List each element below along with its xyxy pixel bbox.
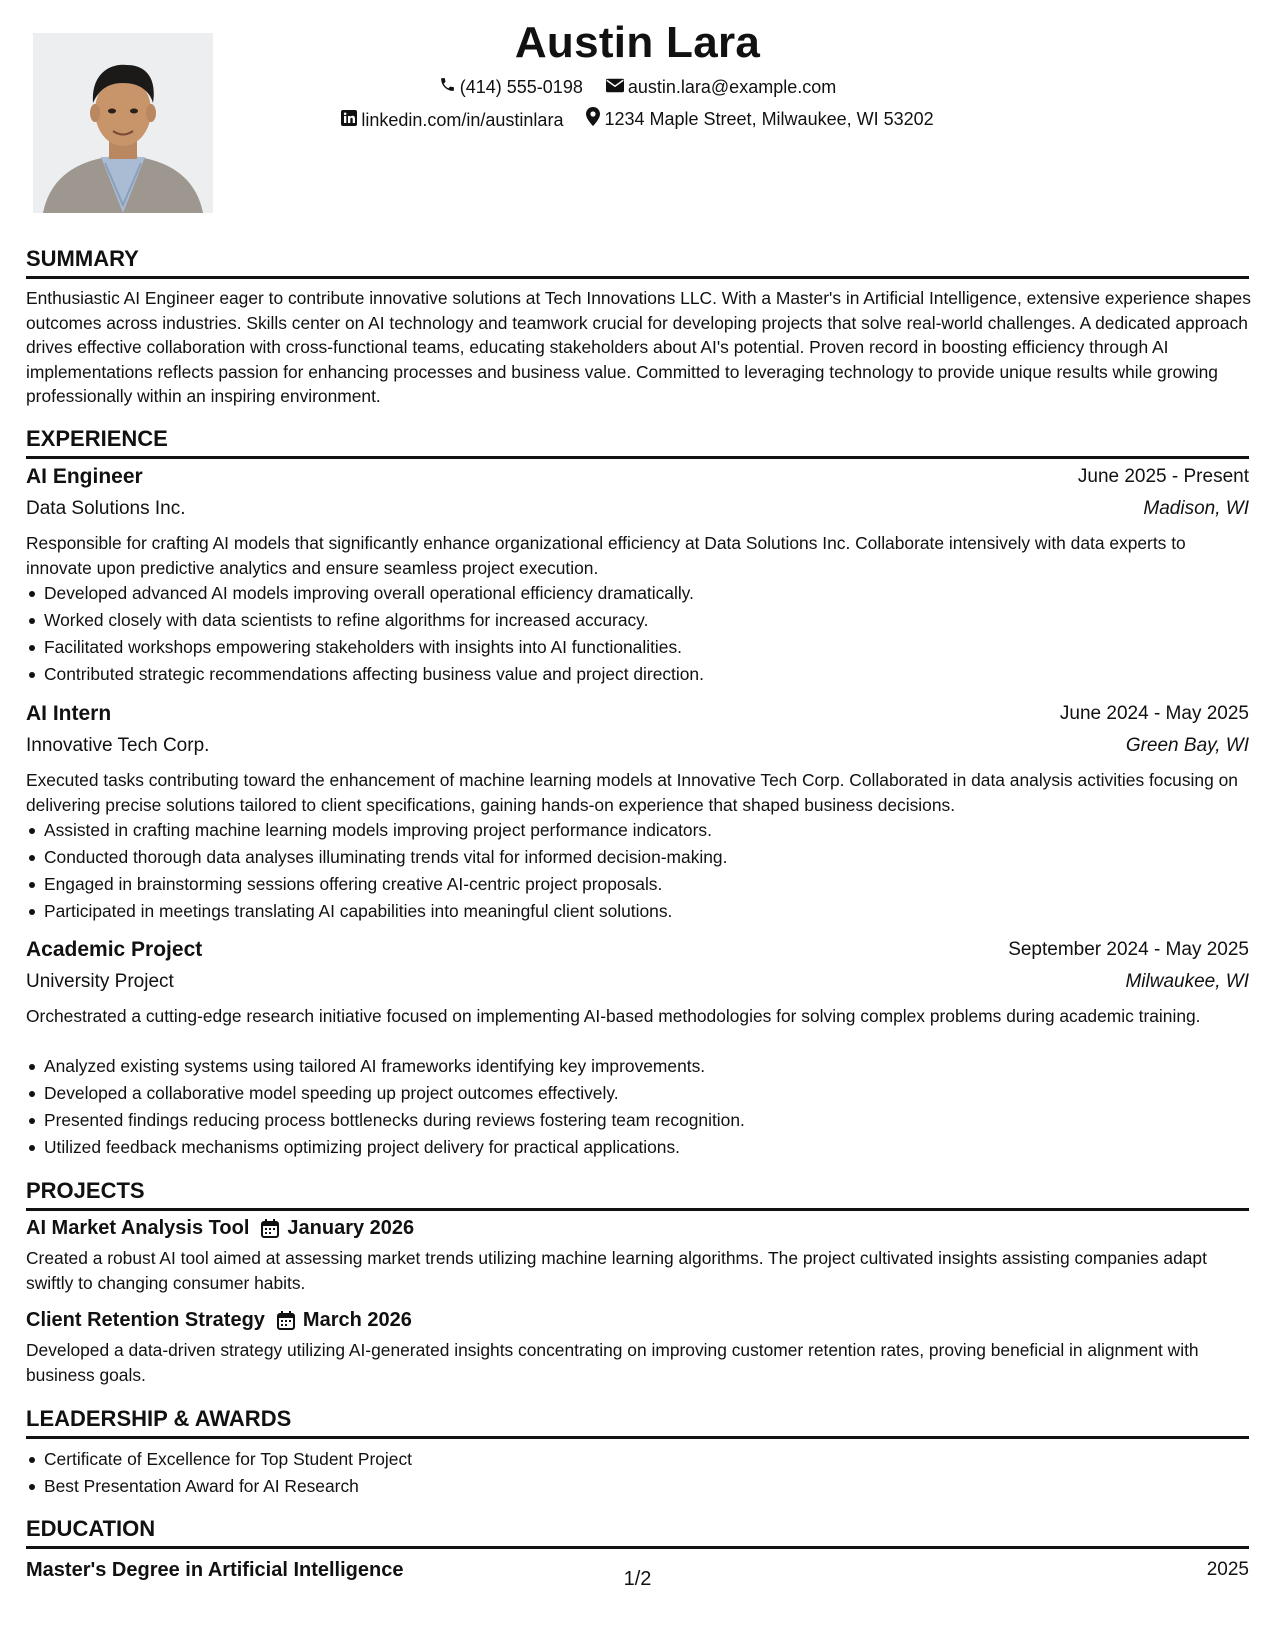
email-address[interactable]: austin.lara@example.com xyxy=(627,77,837,97)
job-description: Executed tasks contributing toward the enhancement of machine learning models at Innovative Tech Corp. Collaborated in data analysis activities focusing on delivering precise solutions tailored to client specifications, gaining hands-on experience that shaped business decisions. xyxy=(26,770,1238,815)
project-description: Created a robust AI tool aimed at assessing market trends utilizing machine learning algorithms. The project cultivated insights assisting companies adapt swiftly to changing consumer habits. xyxy=(26,1248,1207,1293)
project-name: Client Retention Strategy xyxy=(26,1309,265,1331)
project-date: March 2026 xyxy=(302,1309,412,1331)
list-item: Utilized feedback mechanisms optimizing project delivery for practical applications. xyxy=(44,1134,1269,1161)
job-location: Milwaukee, WI xyxy=(1125,971,1249,992)
project-name: AI Market Analysis Tool xyxy=(26,1217,250,1239)
candidate-name: Austin Lara xyxy=(514,18,761,67)
job-location: Green Bay, WI xyxy=(1125,735,1249,756)
job-title: AI Intern xyxy=(26,702,112,725)
job-description: Orchestrated a cutting-edge research initiative focused on implementing AI-based methodologies for solving complex problems during academic training. xyxy=(26,1006,1201,1026)
list-item: Best Presentation Award for AI Research xyxy=(44,1473,1269,1500)
project-description: Developed a data-driven strategy utilizing AI-generated insights concentrating on improving customer retention rates, proving beneficial in alignment with business goals. xyxy=(26,1340,1199,1385)
project-date: January 2026 xyxy=(287,1217,415,1239)
contact-line-2 xyxy=(0,107,1275,131)
list-item: Conducted thorough data analyses illuminating trends vital for informed decision-making. xyxy=(44,844,1269,871)
job-bullets xyxy=(26,580,1269,688)
job-title: Academic Project xyxy=(26,938,203,961)
list-item: Engaged in brainstorming sessions offering creative AI-centric project proposals. xyxy=(44,871,1269,898)
linkedin-url[interactable]: linkedin.com/in/austinlara xyxy=(361,110,564,130)
job-bullets xyxy=(26,1053,1269,1161)
degree-year: 2025 xyxy=(1206,1559,1249,1580)
calendar-icon xyxy=(261,1219,279,1238)
list-item: Assisted in crafting machine learning models improving project performance indicators. xyxy=(44,817,1269,844)
job-company: Innovative Tech Corp. xyxy=(26,735,210,756)
project-header xyxy=(26,1217,414,1240)
summary-heading: SUMMARY xyxy=(26,246,1249,279)
list-item: Analyzed existing systems using tailored AI frameworks identifying key improvements. xyxy=(44,1053,1269,1080)
education-heading: EDUCATION xyxy=(26,1516,1249,1549)
list-item: Developed advanced AI models improving overall operational efficiency dramatically. xyxy=(44,580,1269,607)
list-item: Presented findings reducing process bottlenecks during reviews fostering team recognition. xyxy=(44,1107,1269,1134)
email-item xyxy=(606,77,836,98)
degree-title: Master's Degree in Artificial Intelligence xyxy=(26,1559,404,1581)
list-item: Certificate of Excellence for Top Student Project xyxy=(44,1446,1269,1473)
awards-heading: LEADERSHIP & AWARDS xyxy=(26,1406,1249,1439)
summary-text: Enthusiastic AI Engineer eager to contribute innovative solutions at Tech Innovations LLC. With a Master's in Artificial Intelligence, extensive experience shapes outcomes across industries. Skills center on AI technology and teamwork crucial for developing projects that solve real-world challenges. A dedicated approach drives effective collaboration with cross-functional teams, educating stakeholders about AI's potential. Proven record in boosting efficiency through AI implementations reflects passion for enhancing processes and business value. Committed to leveraging technology to provide unique results while growing professionally within an inspiring environment. xyxy=(26,288,1251,406)
list-item: Worked closely with data scientists to refine algorithms for increased accuracy. xyxy=(44,607,1269,634)
linkedin-item xyxy=(341,110,563,131)
job-company: Data Solutions Inc. xyxy=(26,498,186,519)
job-location: Madison, WI xyxy=(1143,498,1249,519)
job-bullets xyxy=(26,817,1269,925)
list-item: Contributed strategic recommendations affecting business value and project direction. xyxy=(44,661,1269,688)
projects-heading: PROJECTS xyxy=(26,1178,1249,1211)
list-item: Developed a collaborative model speeding up project outcomes effectively. xyxy=(44,1080,1269,1107)
project-header xyxy=(26,1309,412,1332)
phone-number[interactable]: (414) 555-0198 xyxy=(459,76,583,97)
address-item xyxy=(586,107,933,131)
phone-icon xyxy=(439,76,460,98)
job-dates: June 2025 - Present xyxy=(1077,466,1249,487)
linkedin-icon xyxy=(341,110,361,131)
contact-line-1 xyxy=(0,76,1275,98)
job-dates: June 2024 - May 2025 xyxy=(1059,703,1249,724)
job-dates: September 2024 - May 2025 xyxy=(1008,939,1249,960)
phone-item xyxy=(439,76,583,98)
page-number: 1/2 xyxy=(623,1568,652,1590)
job-title: AI Engineer xyxy=(26,465,143,488)
calendar-icon xyxy=(277,1311,295,1330)
list-item: Facilitated workshops empowering stakeholders with insights into AI functionalities. xyxy=(44,634,1269,661)
job-company: University Project xyxy=(26,971,174,992)
job-description: Responsible for crafting AI models that significantly enhance organizational efficiency at Data Solutions Inc. Collaborate intensively with data experts to innovate upon predictive analytics and ensure seamless project execution. xyxy=(26,533,1186,578)
awards-list xyxy=(26,1446,1269,1500)
list-item: Participated in meetings translating AI capabilities into meaningful client solutions. xyxy=(44,898,1269,925)
experience-heading: EXPERIENCE xyxy=(26,426,1249,459)
street-address: 1234 Maple Street, Milwaukee, WI 53202 xyxy=(604,108,934,129)
map-pin-icon xyxy=(586,107,604,131)
envelope-icon xyxy=(606,77,628,98)
